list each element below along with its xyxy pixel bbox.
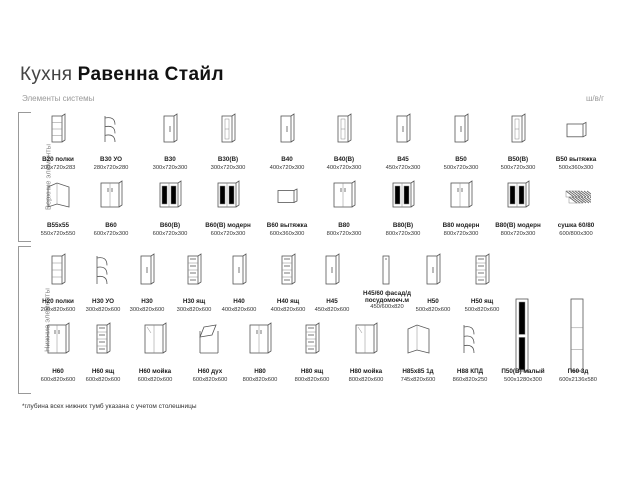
element-dimensions: 800х820х600 <box>348 377 384 383</box>
open-shelf-cabinet-icon <box>49 113 69 150</box>
element-caption <box>196 222 260 237</box>
element-dimensions: 400х720х300 <box>269 165 305 171</box>
element-caption <box>312 222 376 237</box>
element-dimensions: 600х720х300 <box>93 231 129 237</box>
element-dimensions: 800х720х300 <box>500 231 536 237</box>
double-glass-cabinet-icon <box>390 180 418 215</box>
element-dimensions: 200х720х283 <box>40 165 76 171</box>
element-dimensions: 745х820х600 <box>400 377 436 383</box>
corner-base-cabinet-icon <box>405 322 433 361</box>
wall-cabinet-icon <box>452 113 472 150</box>
double-wall-cabinet-icon <box>98 180 126 215</box>
element-name: Н40 <box>233 298 245 305</box>
dishwasher-facade-icon <box>378 253 398 292</box>
element-name: Н60 дух <box>197 368 223 375</box>
element-name: В30 УО <box>100 156 122 163</box>
element-dimensions: 600х820х600 <box>192 377 228 383</box>
element-caption <box>486 156 550 171</box>
element-name: Н45/60 фасад/д <box>363 290 411 297</box>
element-dimensions: 400х820х600 <box>270 307 306 313</box>
element-name: Н60 ящ <box>91 368 115 375</box>
element-caption <box>486 222 550 237</box>
element-name: В80(В) модерн <box>495 222 541 229</box>
double-glass-cabinet-icon <box>215 180 243 215</box>
element-dimensions: 800х820х600 <box>242 377 278 383</box>
glass-wall-cabinet-icon <box>509 113 529 150</box>
element-name: В20 полки <box>42 156 74 163</box>
corner-wall-cabinet-icon <box>45 180 73 215</box>
element-name: Н60 <box>52 368 64 375</box>
tall-cabinet-icon <box>568 296 590 379</box>
element-dimensions: 450х720х300 <box>385 165 421 171</box>
double-glass-cabinet-icon <box>505 180 533 215</box>
oven-cabinet-icon <box>197 322 225 361</box>
element-name: Н80 <box>254 368 266 375</box>
element-name: В60 <box>105 222 117 229</box>
page-title <box>20 64 224 86</box>
page-subtitle: Элементы системы <box>22 94 95 103</box>
base-cabinet-icon <box>230 253 250 292</box>
element-name: В60(В) модерн <box>205 222 251 229</box>
element-dimensions: 800х720х300 <box>385 231 421 237</box>
element-name: Н50 <box>427 298 439 305</box>
element-caption <box>312 156 376 171</box>
element-name: П60 3д <box>567 368 589 375</box>
element-name: Н60 мойка <box>138 368 172 375</box>
double-base-cabinet-icon <box>45 322 73 361</box>
base-cabinet-icon <box>138 253 158 292</box>
double-wall-cabinet-icon <box>331 180 359 215</box>
element-caption <box>196 156 260 171</box>
element-caption <box>371 156 435 171</box>
element-dimensions: 500х1280х300 <box>503 377 543 383</box>
element-dimensions: 450/600х820 <box>370 304 404 310</box>
element-caption <box>255 222 319 237</box>
element-dimensions: 280х720х280 <box>93 165 129 171</box>
open-base-shelf-icon <box>49 253 69 292</box>
drawer-cabinet-icon <box>279 253 299 292</box>
sink-cabinet-icon <box>353 322 381 361</box>
element-dimensions: 300х820х600 <box>176 307 212 313</box>
element-name: Н80 мойка <box>349 368 383 375</box>
element-caption <box>429 222 493 237</box>
element-name: Н20 полки <box>42 298 74 305</box>
glass-wall-cabinet-icon <box>219 113 239 150</box>
element-name: В60(В) <box>159 222 181 229</box>
element-name-line2: посудомоеч.м <box>364 297 409 304</box>
dish-drainer-icon <box>563 180 591 215</box>
element-name: В60 вытяжка <box>266 222 308 229</box>
element-dimensions: 400х720х300 <box>326 165 362 171</box>
element-name: В55х55 <box>46 222 70 229</box>
element-dimensions: 600х360х300 <box>269 231 305 237</box>
element-caption <box>371 222 435 237</box>
element-caption <box>79 156 143 171</box>
wall-cabinet-icon <box>394 113 414 150</box>
drawer-cabinet-icon <box>473 253 493 292</box>
element-name: Н50 ящ <box>470 298 494 305</box>
element-name: Н30 <box>141 298 153 305</box>
element-dimensions: 800х720х300 <box>443 231 479 237</box>
element-dimensions: 500х820х600 <box>415 307 451 313</box>
element-name: Н30 ящ <box>182 298 206 305</box>
element-dimensions: 600х820х600 <box>40 377 76 383</box>
title-collection: Равенна Стайл <box>77 64 224 85</box>
element-name: В30 <box>164 156 176 163</box>
hood-cabinet-icon <box>275 180 301 215</box>
element-dimensions: 600/800х300 <box>559 231 593 237</box>
units-label: ш/в/г <box>585 94 604 103</box>
double-wall-cabinet-icon <box>448 180 476 215</box>
element-dimensions: 600х820х600 <box>137 377 173 383</box>
element-caption <box>429 156 493 171</box>
double-glass-cabinet-icon <box>157 180 185 215</box>
element-name: Н45 <box>326 298 338 305</box>
title-prefix: Кухня <box>20 64 73 85</box>
lower-section-label: Нижние элементы <box>42 285 51 355</box>
element-dimensions: 450х820х600 <box>314 307 350 313</box>
footnote: *глубина всех нижних тумб указана с учетом столешницы <box>22 403 197 410</box>
element-name: В80 <box>338 222 350 229</box>
base-cabinet-icon <box>323 253 343 292</box>
element-name: В50 <box>455 156 467 163</box>
upper-section-label: Верхние элементы <box>44 141 53 213</box>
element-name: Н30 УО <box>92 298 114 305</box>
element-dimensions: 500х720х300 <box>443 165 479 171</box>
element-dimensions: 600х720х300 <box>210 231 246 237</box>
glass-wall-cabinet-icon <box>335 113 355 150</box>
element-dimensions: 860х820х250 <box>452 377 488 383</box>
element-caption <box>544 156 608 171</box>
element-name: В80(В) <box>392 222 414 229</box>
element-name: Н85х85 1д <box>402 368 434 375</box>
element-caption <box>79 222 143 237</box>
element-dimensions: 300х820х600 <box>129 307 165 313</box>
rounded-end-cabinet-icon <box>461 322 481 361</box>
element-dimensions: 500х720х300 <box>500 165 536 171</box>
wall-cabinet-icon <box>161 113 181 150</box>
element-caption <box>138 156 202 171</box>
element-dimensions: 300х720х300 <box>152 165 188 171</box>
element-dimensions: 800х820х600 <box>294 377 330 383</box>
element-caption <box>450 298 514 313</box>
element-caption <box>138 222 202 237</box>
element-name: В40 <box>281 156 293 163</box>
element-name: сушка 60/80 <box>557 222 595 229</box>
element-name: П50(В) малый <box>501 368 545 375</box>
element-dimensions: 600х2136х580 <box>558 377 598 383</box>
corner-end-shelf-icon <box>102 113 122 150</box>
element-dimensions: 500х360х300 <box>558 165 594 171</box>
drawer-cabinet-icon <box>303 322 323 361</box>
element-name: В40(В) <box>333 156 355 163</box>
base-end-shelf-icon <box>94 253 114 292</box>
double-base-cabinet-icon <box>247 322 275 361</box>
element-caption <box>546 368 610 383</box>
element-name: В45 <box>397 156 409 163</box>
element-caption <box>255 156 319 171</box>
element-name: В30(В) <box>217 156 239 163</box>
element-dimensions: 300х820х600 <box>85 307 121 313</box>
element-name: Н40 ящ <box>276 298 300 305</box>
element-caption <box>544 222 608 237</box>
element-dimensions: 500х820х600 <box>464 307 500 313</box>
element-dimensions: 600х820х600 <box>85 377 121 383</box>
element-name: В50(В) <box>507 156 529 163</box>
element-name: Н88 КПД <box>456 368 484 375</box>
element-dimensions: 550х720х550 <box>40 231 76 237</box>
element-name: Н80 ящ <box>300 368 324 375</box>
hood-cabinet-icon <box>564 113 590 150</box>
base-cabinet-icon <box>424 253 444 292</box>
glass-tall-cabinet-icon <box>513 296 535 379</box>
element-dimensions: 400х820х600 <box>221 307 257 313</box>
drawer-cabinet-icon <box>185 253 205 292</box>
element-name: В50 вытяжка <box>555 156 597 163</box>
element-name: В80 модерн <box>442 222 480 229</box>
element-dimensions: 800х720х300 <box>326 231 362 237</box>
wall-cabinet-icon <box>278 113 298 150</box>
element-dimensions: 600х720х300 <box>152 231 188 237</box>
element-dimensions: 200х820х600 <box>40 307 76 313</box>
drawer-cabinet-icon <box>94 322 114 361</box>
element-dimensions: 300х720х300 <box>210 165 246 171</box>
sink-cabinet-icon <box>142 322 170 361</box>
